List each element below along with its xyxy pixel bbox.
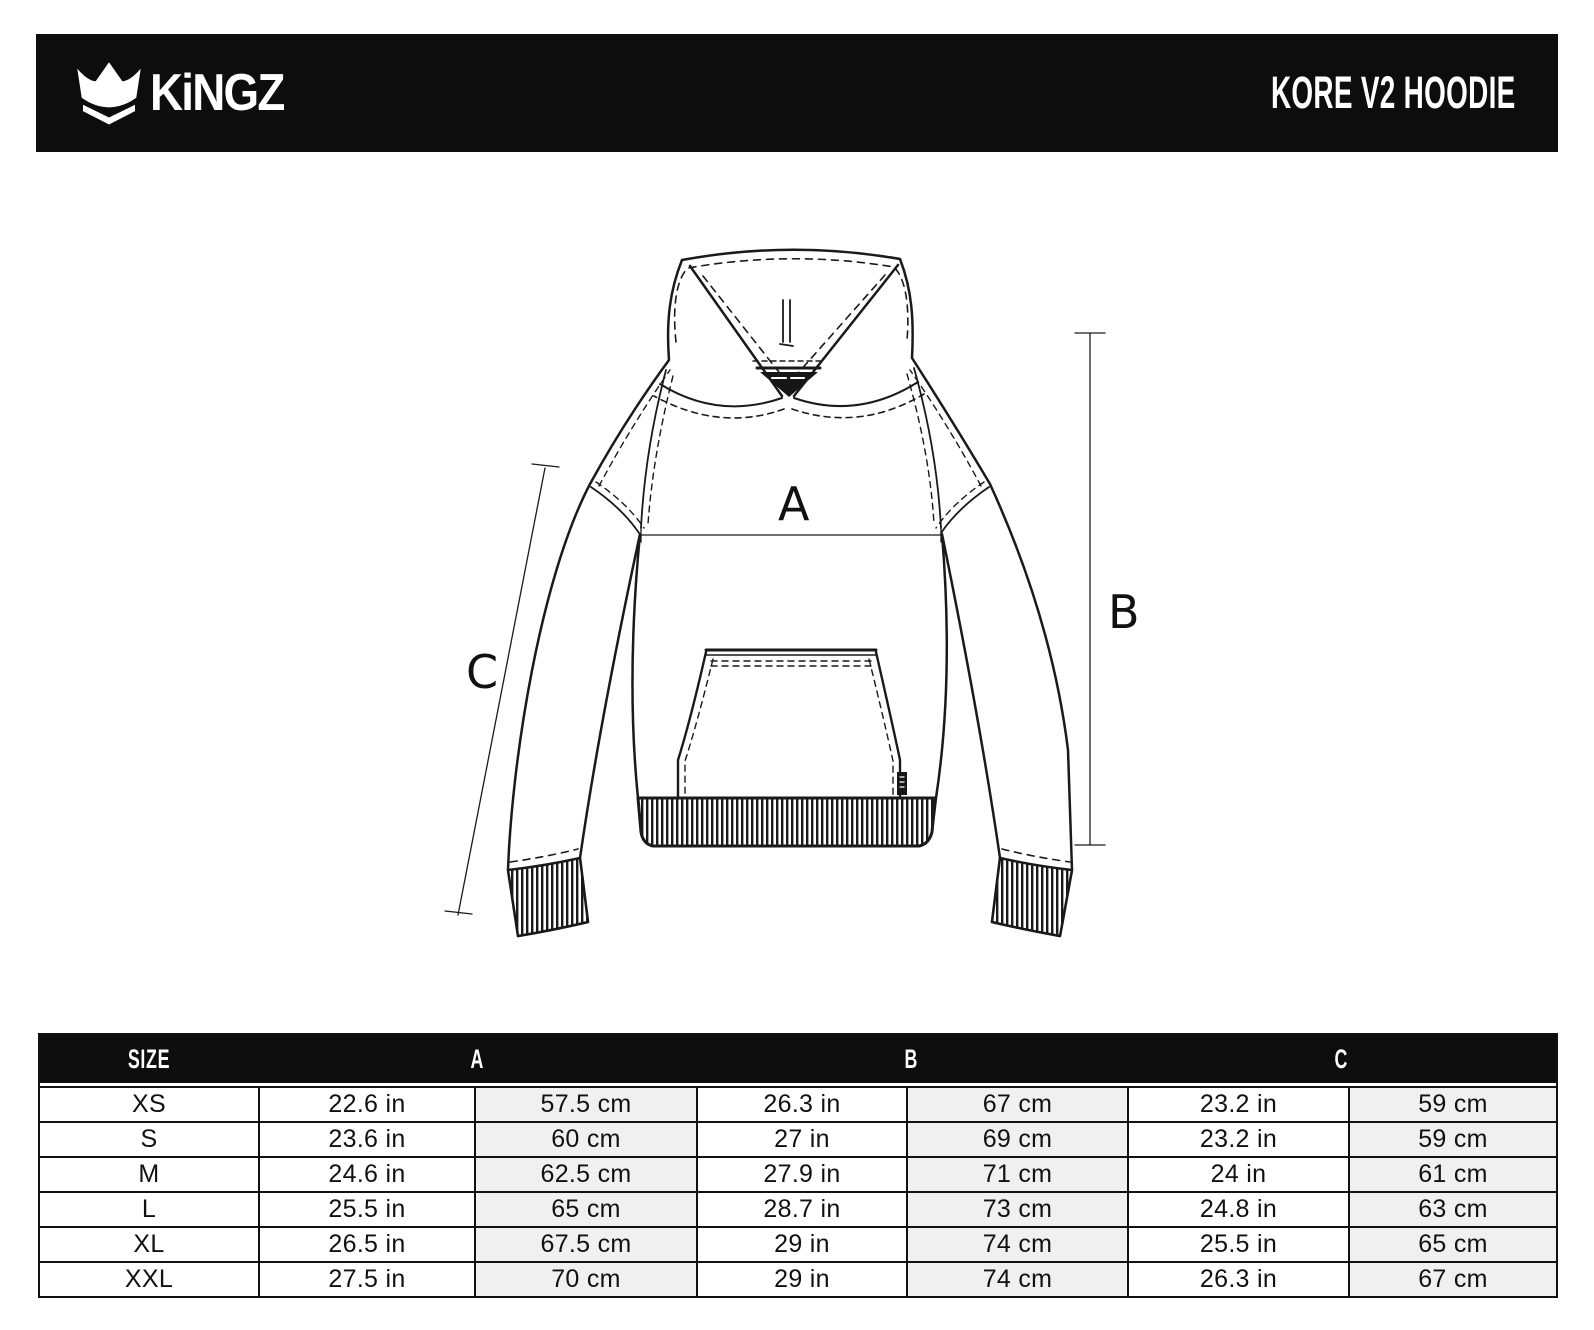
c-cm: 67 cm xyxy=(1348,1261,1556,1296)
pocket-tag xyxy=(897,772,907,795)
a-cm: 62.5 cm xyxy=(474,1156,696,1191)
column-header-c: C xyxy=(1127,1035,1556,1086)
c-cm: 65 cm xyxy=(1348,1226,1556,1261)
c-cm: 59 cm xyxy=(1348,1121,1556,1156)
b-inches: 27.9 in xyxy=(696,1156,906,1191)
crown-icon xyxy=(76,61,142,127)
size-label: S xyxy=(40,1121,258,1156)
size-label: XS xyxy=(40,1086,258,1121)
b-cm: 74 cm xyxy=(906,1226,1127,1261)
c-cm: 63 cm xyxy=(1348,1191,1556,1226)
c-cm: 61 cm xyxy=(1348,1156,1556,1191)
b-cm: 67 cm xyxy=(906,1086,1127,1121)
a-inches: 26.5 in xyxy=(258,1226,474,1261)
a-cm: 70 cm xyxy=(474,1261,696,1296)
b-cm: 73 cm xyxy=(906,1191,1127,1226)
c-inches: 24.8 in xyxy=(1127,1191,1348,1226)
a-cm: 60 cm xyxy=(474,1121,696,1156)
c-inches: 25.5 in xyxy=(1127,1226,1348,1261)
a-cm: 67.5 cm xyxy=(474,1226,696,1261)
size-label: XL xyxy=(40,1226,258,1261)
b-inches: 27 in xyxy=(696,1121,906,1156)
size-label: XXL xyxy=(40,1261,258,1296)
page-title: KORE V2 HOODIE xyxy=(1271,67,1516,118)
c-cm: 59 cm xyxy=(1348,1086,1556,1121)
column-header-b: B xyxy=(696,1035,1127,1086)
a-inches: 25.5 in xyxy=(258,1191,474,1226)
brand-wordmark: KiNGZ xyxy=(150,64,284,122)
a-inches: 23.6 in xyxy=(258,1121,474,1156)
header-bar xyxy=(36,34,1558,152)
measure-a-label: A xyxy=(778,477,810,531)
c-inches: 24 in xyxy=(1127,1156,1348,1191)
hoodie-line-drawing xyxy=(420,220,1160,960)
c-inches: 26.3 in xyxy=(1127,1261,1348,1296)
right-cuff xyxy=(992,858,1072,936)
brand-logo xyxy=(76,34,302,152)
b-cm: 69 cm xyxy=(906,1121,1127,1156)
measure-b-label: B xyxy=(1108,585,1140,639)
a-inches: 27.5 in xyxy=(258,1261,474,1296)
b-inches: 29 in xyxy=(696,1226,906,1261)
b-inches: 26.3 in xyxy=(696,1086,906,1121)
a-cm: 57.5 cm xyxy=(474,1086,696,1121)
b-cm: 74 cm xyxy=(906,1261,1127,1296)
a-inches: 22.6 in xyxy=(258,1086,474,1121)
a-cm: 65 cm xyxy=(474,1191,696,1226)
b-cm: 71 cm xyxy=(906,1156,1127,1191)
ribbed-hem xyxy=(638,798,935,846)
b-inches: 29 in xyxy=(696,1261,906,1296)
measure-b xyxy=(1075,333,1105,845)
size-label: L xyxy=(40,1191,258,1226)
b-inches: 28.7 in xyxy=(696,1191,906,1226)
left-cuff xyxy=(508,858,588,936)
size-table xyxy=(38,1033,1558,1298)
column-header-a: A xyxy=(258,1035,696,1086)
a-inches: 24.6 in xyxy=(258,1156,474,1191)
column-header-size: SIZE xyxy=(40,1035,258,1086)
c-inches: 23.2 in xyxy=(1127,1086,1348,1121)
size-label: M xyxy=(40,1156,258,1191)
measure-c-label: C xyxy=(466,645,499,699)
c-inches: 23.2 in xyxy=(1127,1121,1348,1156)
